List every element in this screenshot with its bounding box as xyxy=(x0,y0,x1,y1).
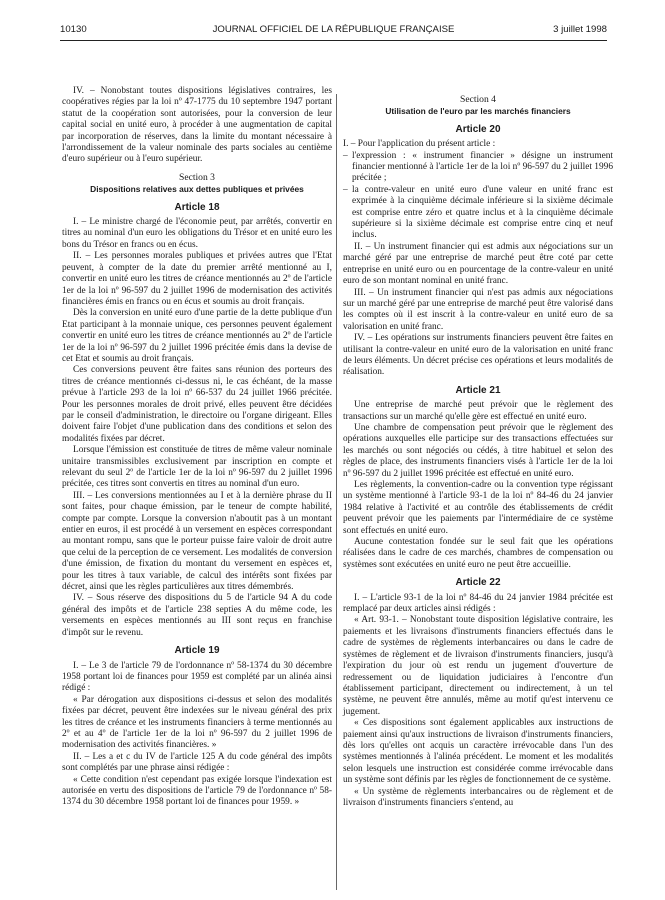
article-heading: Article 18 xyxy=(174,201,220,213)
paragraph: « Art. 93-1. – Nonobstant toute disposition législative contraire, les paiements et les livraisons d'instruments financiers effectués dans le cadre de systèmes de règlements interbancaires ou dans le cadre de systèmes de règlement et de livraison d'instruments financiers, jusqu'à l'expiration du jour où est rendu un jugement d'ouverture de redressement ou de liquidation judiciaires à l'encontre d'un établissement participant, directement ou indirectement, à un tel système, ne peuvent être annulés, même au motif qu'est intervenu ce jugement. xyxy=(343,615,613,717)
section-heading: Section 4 xyxy=(460,94,496,105)
paragraph: II. – Les a et c du IV de l'article 125 A du code général des impôts sont complétés par une phrase ainsi rédigée : xyxy=(62,751,332,774)
paragraph: Aucune contestation fondée sur le seul fait que les opérations réalisées dans le cadre de ces marchés, chambres de compensation ou systèmes sont exécutées en unité euro ne peut être accueillie. xyxy=(343,537,613,570)
paragraph: Les règlements, la convention-cadre ou la convention type régissant un système mentionné à l'article 93-1 de la loi nº 84-46 du 24 janvier 1984 relative à l'activité et au contrôle des établissements de crédit peuvent prévoir que les paiements par l'intermédiaire de ce système sont effectués en unité euro. xyxy=(343,480,613,536)
journal-title: JOURNAL OFFICIEL DE LA RÉPUBLIQUE FRANÇAISE xyxy=(212,24,455,35)
paragraph: Ces conversions peuvent être faites sans réunion des porteurs des titres de créance mentionnés ci-dessus ni, le cas échéant, de la masse prévue à l'article 293 de la loi nº 66-537 du 24 juillet 1966 précitée. Pour les personnes morales de droit privé, elles peuvent être décidées par le conseil d'administration, le directoire ou l'organe dirigeant. Elles doivent faire l'objet d'une publication dans des conditions et selon des modalités fixées par décret. xyxy=(62,365,332,444)
paragraph: IV. – Les opérations sur instruments financiers peuvent être faites en utilisant la contre-valeur en unité euro de la valorisation en unité franc de leurs éléments. Un décret précise ces opérations et leurs modalités de réalisation. xyxy=(343,333,613,378)
paragraph: III. – Les conversions mentionnées au I et à la dernière phrase du II sont faites, pour chaque émission, par le teneur de compte habilité, compte par compte. Lorsque la conversion n'aboutit pas à un montant entier en euros, il est procédé à un versement en espèces correspondant au montant rompu, sans que le porteur puisse faire valoir de droit autre que celui de la perception de ce versement. Les modalités de conversion d'une émission, de fixation du montant du versement en espèces et, pour les titres à taux variable, de calcul des intérêts sont fixées par décret, ainsi que les règles particulières aux titres démembrés. xyxy=(62,490,332,593)
paragraph: « Par dérogation aux dispositions ci-dessus et selon des modalités fixées par décret, peuvent être indexées sur le niveau général des prix les titres de créance et les instruments financiers à terme mentionnés au 2º et au 4º de l'article 1er de la loi nº 96-597 du 2 juillet 1996 de modernisation des activités financières. » xyxy=(62,694,332,751)
right-column xyxy=(343,86,613,809)
paragraph: Dès la conversion en unité euro d'une partie de la dette publique d'un Etat participant à la monnaie unique, ces personnes peuvent également convertir en unité euro les titres de créance mentionnés au 2º de l'article 1er de la loi nº 96-597 du 2 juillet 1996 précitée émis dans la devise de cet Etat et soumis au droit français. xyxy=(62,308,332,364)
paragraph: Une chambre de compensation peut prévoir que le règlement des opérations auxquelles elle participe sur des transactions effectuées sur les marchés ou sont négociés ou cédés, à titre habituel et selon des règles de place, des instruments financiers visés à l'article 1er de la loi nº 96-597 du 2 juillet 1996 précitée est effectué en unité euro. xyxy=(343,422,613,479)
paragraph: Une entreprise de marché peut prévoir que le règlement des transactions sur un marché qu'elle gère est effectué en unité euro. xyxy=(343,400,613,422)
publication-date: 3 juillet 1998 xyxy=(553,24,607,35)
page-number: 10130 xyxy=(60,24,87,35)
section-title: Utilisation de l'euro par les marchés financiers xyxy=(385,106,571,117)
paragraph: II. – Un instrument financier qui est admis aux négociations sur un marché géré par une entreprise de marché peut être coté par cette entreprise en unité euro ou en pourcentage de la contre-valeur en unité euro de son montant nominal en unité franc. xyxy=(343,241,613,287)
section-title: Dispositions relatives aux dettes publiques et privées xyxy=(90,184,304,195)
paragraph: I. – Le 3 de l'article 79 de l'ordonnance nº 58-1374 du 30 décembre 1958 portant loi de finances pour 1959 est complété par un alinéa ainsi rédigé : xyxy=(62,660,332,694)
list-item: – la contre-valeur en unité euro d'une valeur en unité franc est exprimée à la cinquième décimale inférieure si la sixième décimale est comprise entre zéro et quatre inclus et à la cinquième décimale supérieure si la sixième décimale est comprise entre cinq et neuf inclus. xyxy=(343,185,613,242)
paragraph: I. – Le ministre chargé de l'économie peut, par arrêtés, convertir en titres au nominal d'un euro les obligations du Trésor et en unité euro les bons du Trésor en francs ou en écus. xyxy=(62,217,332,250)
paragraph: II. – Les personnes morales publiques et privées autres que l'Etat peuvent, à compter de la date du premier arrêté mentionné au I, convertir en unité euro les titres de créance mentionnés au 2º de l'article 1er de la loi nº 96-597 du 2 juillet 1996 de modernisation des activités financières émis en francs ou en écus et soumis au droit français. xyxy=(62,251,332,307)
article-heading: Article 22 xyxy=(455,577,501,589)
paragraph: « Cette condition n'est cependant pas exigée lorsque l'indexation est autorisée en vertu des dispositions de l'article 79 de l'ordonnance nº 58-1374 du 30 décembre 1958 portant loi de finances pour 1959. » xyxy=(62,774,332,808)
section-heading: Section 3 xyxy=(179,171,215,183)
paragraph: « Ces dispositions sont également applicables aux instructions de paiement ainsi qu'aux instructions de livraison d'instruments financiers, dès lors qu'elles ont acquis un caractère irrévocable dans l'un des systèmes mentionnés à l'alinéa précédent. Le moment et les modalités selon lesquels une instruction est considérée comme irrévocable dans un système sont définis par les règles de fonctionnement de ce système. xyxy=(343,718,613,786)
paragraph: III. – Un instrument financier qui n'est pas admis aux négociations sur un marché géré par une entreprise de marché peut être valorisé dans les comptes où il est inscrit à la contre-valeur en unité euro de sa valorisation en unité franc. xyxy=(343,287,613,332)
paragraph: I. – L'article 93-1 de la loi nº 84-46 du 24 janvier 1984 précitée est remplacé par deux articles ainsi rédigés : xyxy=(343,592,613,615)
article-heading: Article 20 xyxy=(455,123,501,135)
article-heading: Article 21 xyxy=(455,384,501,396)
paragraph: « Un système de règlements interbancaires ou de règlement et de livraison d'instruments financiers s'entend, au xyxy=(343,786,613,808)
paragraph: IV. – Sous réserve des dispositions du 5 de l'article 94 A du code général des impôts et de l'article 238 septies A du même code, les versements en espèces mentionnés au III sont reçus en franchise d'impôt sur le revenu. xyxy=(62,593,332,638)
article-heading: Article 19 xyxy=(174,645,220,657)
column-divider xyxy=(336,94,337,890)
left-column xyxy=(62,86,332,809)
running-header xyxy=(60,24,607,40)
paragraph: IV. – Nonobstant toutes dispositions législatives contraires, les coopératives régies par la loi nº 47-1775 du 10 septembre 1947 portant statut de la coopération sont autorisées, pour la conversion de leur capital social en unité euro, à procéder à une augmentation de capital par incorporation de réserves, dans la limite du montant nécessaire à l'arrondissement de la valeur nominale des parts sociales au centième d'euro supérieur ou à l'euro supérieur. xyxy=(62,86,332,165)
paragraph: Lorsque l'émission est constituée de titres de même valeur nominale unitaire transmissibles exclusivement par inscription en compte et relevant du seul 2º de l'article 1er de la loi nº 96-597 du 2 juillet 1996 précitée, ces titres sont convertis en titres au nominal d'un euro. xyxy=(62,445,332,490)
paragraph: I. – Pour l'application du présent article : xyxy=(343,139,496,150)
list-item: – l'expression : « instrument financier » désigne un instrument financier mentionné à l'article 1er de la loi nº 96-597 du 2 juillet 1996 précitée ; xyxy=(343,151,613,185)
header-rule xyxy=(60,40,607,41)
definition-list xyxy=(343,151,613,242)
